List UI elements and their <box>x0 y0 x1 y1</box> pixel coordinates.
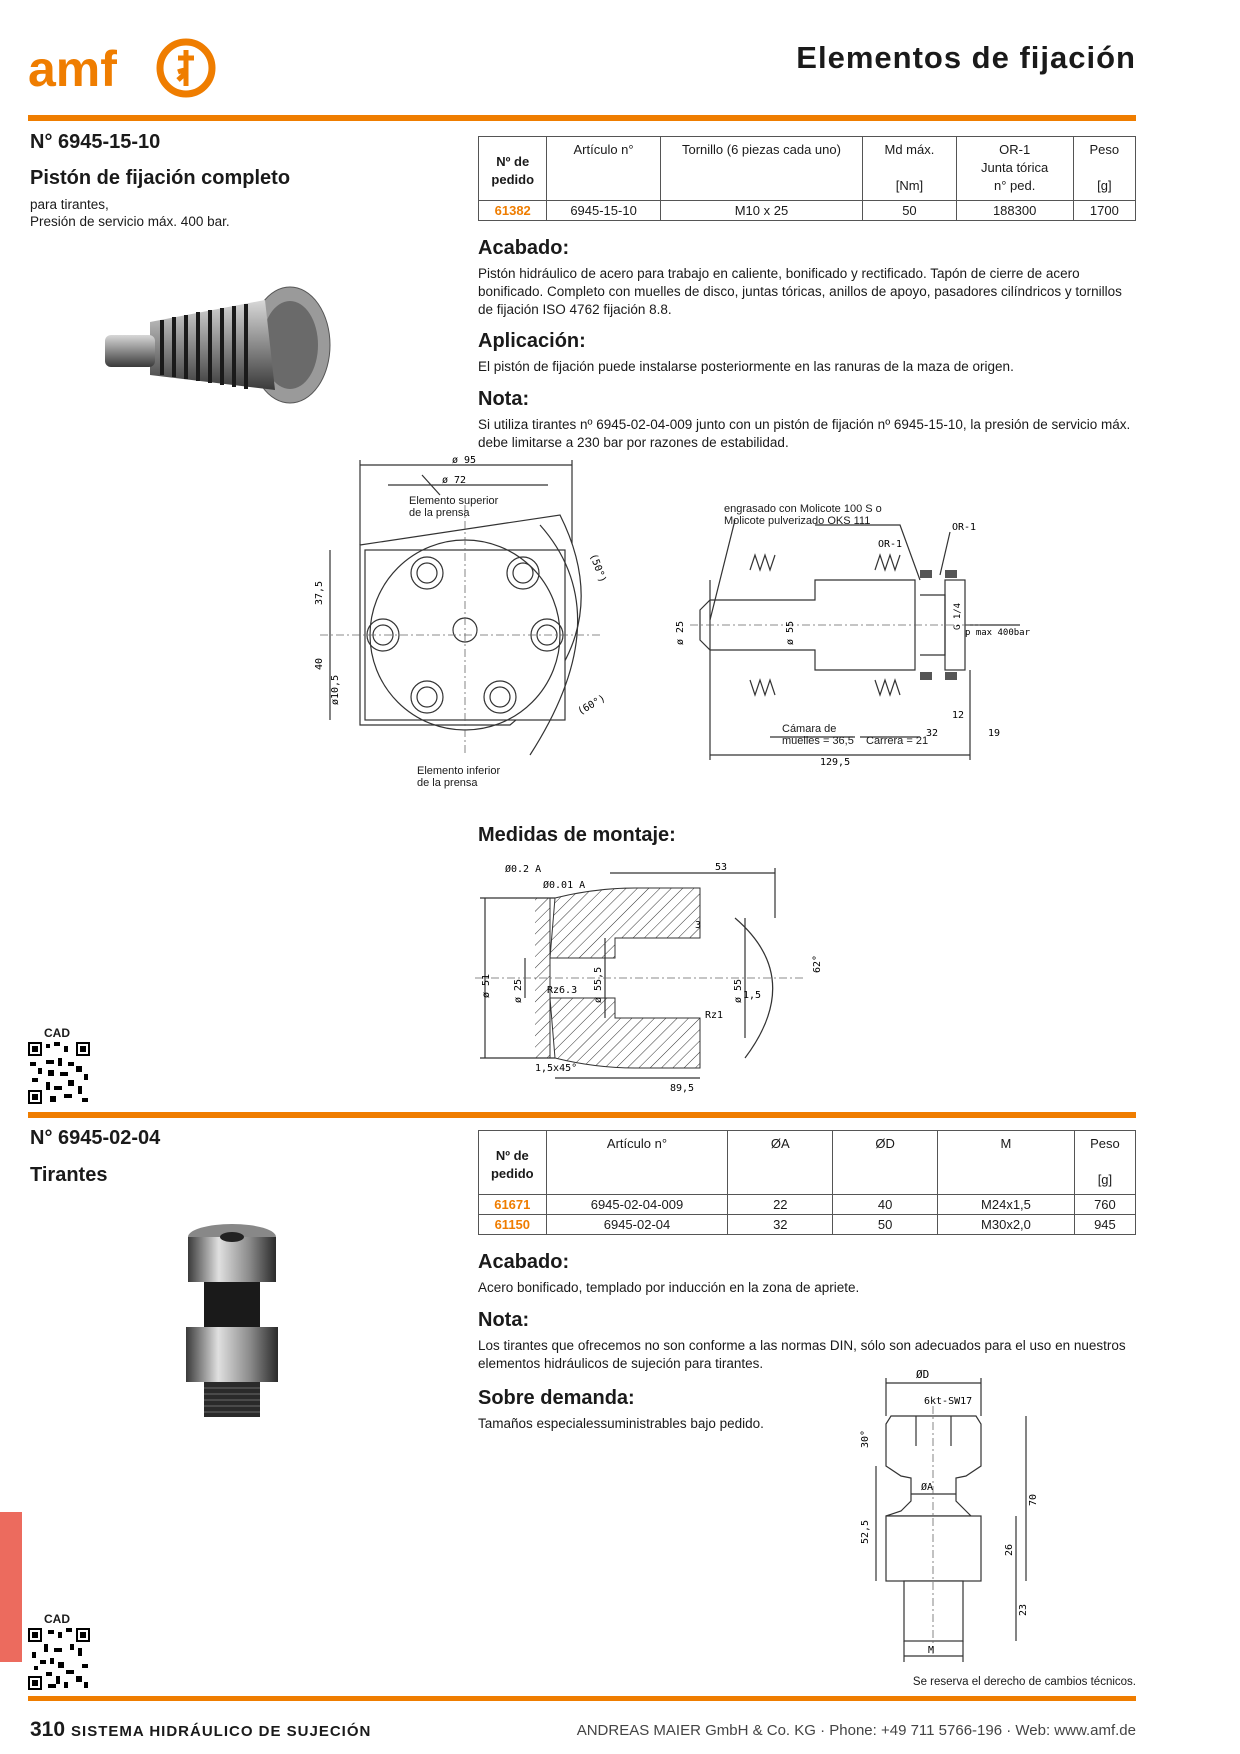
svg-text:37,5: 37,5 <box>314 580 325 605</box>
acabado-text-2: Acero bonificado, templado por inducción en la zona de apriete. <box>478 1280 860 1295</box>
aplicacion-heading: Aplicación: <box>478 330 586 352</box>
col-weight: Peso [g] <box>1073 137 1135 201</box>
order-number[interactable]: 61150 <box>479 1215 547 1235</box>
page-number: 310 <box>30 1718 66 1741</box>
svg-text:Ø0.2 A: Ø0.2 A <box>505 864 542 875</box>
qr-code-icon[interactable] <box>28 1628 90 1690</box>
nota-heading: Nota: <box>478 388 530 410</box>
svg-text:89,5: 89,5 <box>670 1083 695 1094</box>
disclaimer: Se reserva el derecho de cambios técnicos. <box>912 1676 1136 1688</box>
tierod-spec-table <box>478 1130 1136 1235</box>
svg-text:M: M <box>928 1645 935 1656</box>
svg-text:19: 19 <box>988 728 1001 739</box>
svg-text:p max 400bar: p max 400bar <box>965 628 1031 638</box>
svg-text:ø 72: ø 72 <box>442 475 467 486</box>
col-md: Md máx. [Nm] <box>863 137 956 201</box>
header-rule <box>28 115 1136 121</box>
acabado-heading-2: Acabado: <box>478 1251 570 1273</box>
tie-rod-photo <box>182 1222 282 1422</box>
svg-text:Rz6.3: Rz6.3 <box>547 985 578 996</box>
svg-text:ø 55: ø 55 <box>733 978 744 1003</box>
svg-text:70: 70 <box>1028 1493 1039 1506</box>
svg-text:26: 26 <box>1004 1543 1015 1556</box>
col-dia-a: ØA <box>728 1131 833 1195</box>
svg-text:OR-1: OR-1 <box>952 522 977 533</box>
label-lower-element: Elemento inferior de la prensa <box>417 765 501 789</box>
svg-text:32: 32 <box>926 728 939 739</box>
svg-text:ø10,5: ø10,5 <box>330 674 341 705</box>
label-upper-element: Elemento superior de la prensa <box>409 495 499 519</box>
svg-text:ø 25: ø 25 <box>513 978 524 1003</box>
col-order: Nº de pedido <box>479 1131 547 1195</box>
col-article: Artículo n° <box>546 1131 728 1195</box>
label-stroke: Carrera = 21 <box>866 735 929 747</box>
footer-section <box>30 1718 371 1742</box>
svg-text:3: 3 <box>695 920 702 931</box>
svg-text:62°: 62° <box>812 954 823 973</box>
qr-code-icon[interactable] <box>28 1042 90 1104</box>
svg-text:23: 23 <box>1018 1603 1029 1616</box>
chapter-tab <box>0 1512 22 1662</box>
order-number[interactable]: 61382 <box>479 201 547 221</box>
svg-text:Ø0.01 A: Ø0.01 A <box>543 880 586 891</box>
product-name: Pistón de fijación completo <box>30 167 291 189</box>
svg-text:ø 25: ø 25 <box>675 620 686 645</box>
svg-text:(60°): (60°) <box>576 693 608 718</box>
svg-text:Rz1: Rz1 <box>705 1010 724 1021</box>
piston-spec-table <box>478 136 1136 221</box>
svg-text:ø 55: ø 55 <box>785 620 796 645</box>
section-rule <box>28 1112 1136 1118</box>
svg-text:ø 55,5: ø 55,5 <box>593 966 604 1003</box>
col-weight: Peso [g] <box>1074 1131 1135 1195</box>
acabado-heading: Acabado: <box>478 237 570 259</box>
cad-label-2: CAD <box>44 1612 70 1626</box>
product-name-2: Tirantes <box>30 1164 108 1186</box>
svg-text:OR-1: OR-1 <box>878 539 903 550</box>
svg-text:52,5: 52,5 <box>860 1519 871 1544</box>
col-m: M <box>938 1131 1075 1195</box>
label-grease: engrasado con Molicote 100 S o Molicote pulverizado OKS 111 <box>724 503 882 527</box>
piston-photo <box>100 280 340 430</box>
mounting-drawing <box>475 858 875 1098</box>
col-screw: Tornillo (6 piezas cada uno) <box>660 137 863 201</box>
col-article: Artículo n° <box>547 137 660 201</box>
page-title: Elementos de fijación <box>796 40 1136 75</box>
svg-text:(50°): (50°) <box>587 552 608 585</box>
mount-heading: Medidas de montaje: <box>478 824 676 846</box>
order-number[interactable]: 61671 <box>479 1195 547 1215</box>
svg-text:ØA: ØA <box>921 1482 934 1493</box>
svg-text:6kt-SW17: 6kt-SW17 <box>924 1396 973 1407</box>
demanda-heading: Sobre demanda: <box>478 1387 635 1409</box>
table-row: 61671 6945-02-04-009 22 40 M24x1,5 760 <box>479 1195 1136 1215</box>
svg-text:ø 95: ø 95 <box>452 455 477 466</box>
table-row: 61150 6945-02-04 32 50 M30x2,0 945 <box>479 1215 1136 1235</box>
footer-rule <box>28 1696 1136 1701</box>
col-or1: OR-1 Junta tórica n° ped. <box>956 137 1073 201</box>
nota-text-2: Los tirantes que ofrecemos no son conforme a las normas DIN, sólo son adecuados para el uso en nuestros elementos hidráulicos de sujeción para tirantes. <box>478 1338 1126 1371</box>
product-number-2: N° 6945-02-04 <box>30 1127 161 1149</box>
demanda-text: Tamaños especialessuministrables bajo pedido. <box>478 1416 764 1431</box>
svg-text:G 1/4: G 1/4 <box>953 602 963 630</box>
svg-text:40: 40 <box>314 657 325 670</box>
product-subtitle: para tirantes, Presión de servicio máx. 400 bar. <box>30 197 230 229</box>
svg-text:129,5: 129,5 <box>820 757 851 768</box>
footer-section-title: SISTEMA HIDRÁULICO DE SUJECIÓN <box>71 1723 372 1740</box>
aplicacion-text: El pistón de fijación puede instalarse posteriormente en las ranuras de la maza de origen. <box>478 359 1014 374</box>
svg-text:53: 53 <box>715 862 728 873</box>
table-row: 61382 6945-15-10 M10 x 25 50 188300 1700 <box>479 201 1136 221</box>
svg-text:ø 51: ø 51 <box>481 973 492 998</box>
amf-logo-text: amf <box>28 41 117 97</box>
svg-text:30°: 30° <box>860 1429 871 1448</box>
svg-text:1,5x45°: 1,5x45° <box>535 1063 578 1074</box>
nota-heading-2: Nota: <box>478 1309 530 1331</box>
col-dia-d: ØD <box>833 1131 938 1195</box>
col-order: Nº de pedido <box>479 137 547 201</box>
product-number: N° 6945-15-10 <box>30 131 161 153</box>
nota-text: Si utiliza tirantes nº 6945-02-04-009 junto con un pistón de fijación nº 6945-15-10, la presión de servicio máx. debe limitarse a 230 bar por razones de estabilidad. <box>478 417 1131 450</box>
footer-company: ANDREAS MAIER GmbH & Co. KG · Phone: +49 711 5766-196 · Web: www.amf.de <box>576 1722 1136 1739</box>
svg-text:1,5: 1,5 <box>743 990 762 1001</box>
tie-rod-drawing <box>836 1366 1056 1666</box>
svg-text:12: 12 <box>952 710 965 721</box>
svg-text:ØD: ØD <box>916 1368 930 1381</box>
label-spring-chamber: Cámara de muelles = 36,5 <box>782 723 854 747</box>
acabado-text: Pistón hidráulico de acero para trabajo en caliente, bonificado y rectificado. Tapón de cierre de acero bonificado. Completo con muelles de disco, juntas tóricas, anillos de apoyo, pasadores cilíndricos y tornillos de fijación ISO 4762 fijación 8.8. <box>478 266 1122 317</box>
cad-label: CAD <box>44 1026 70 1040</box>
amf-logo <box>28 36 228 100</box>
